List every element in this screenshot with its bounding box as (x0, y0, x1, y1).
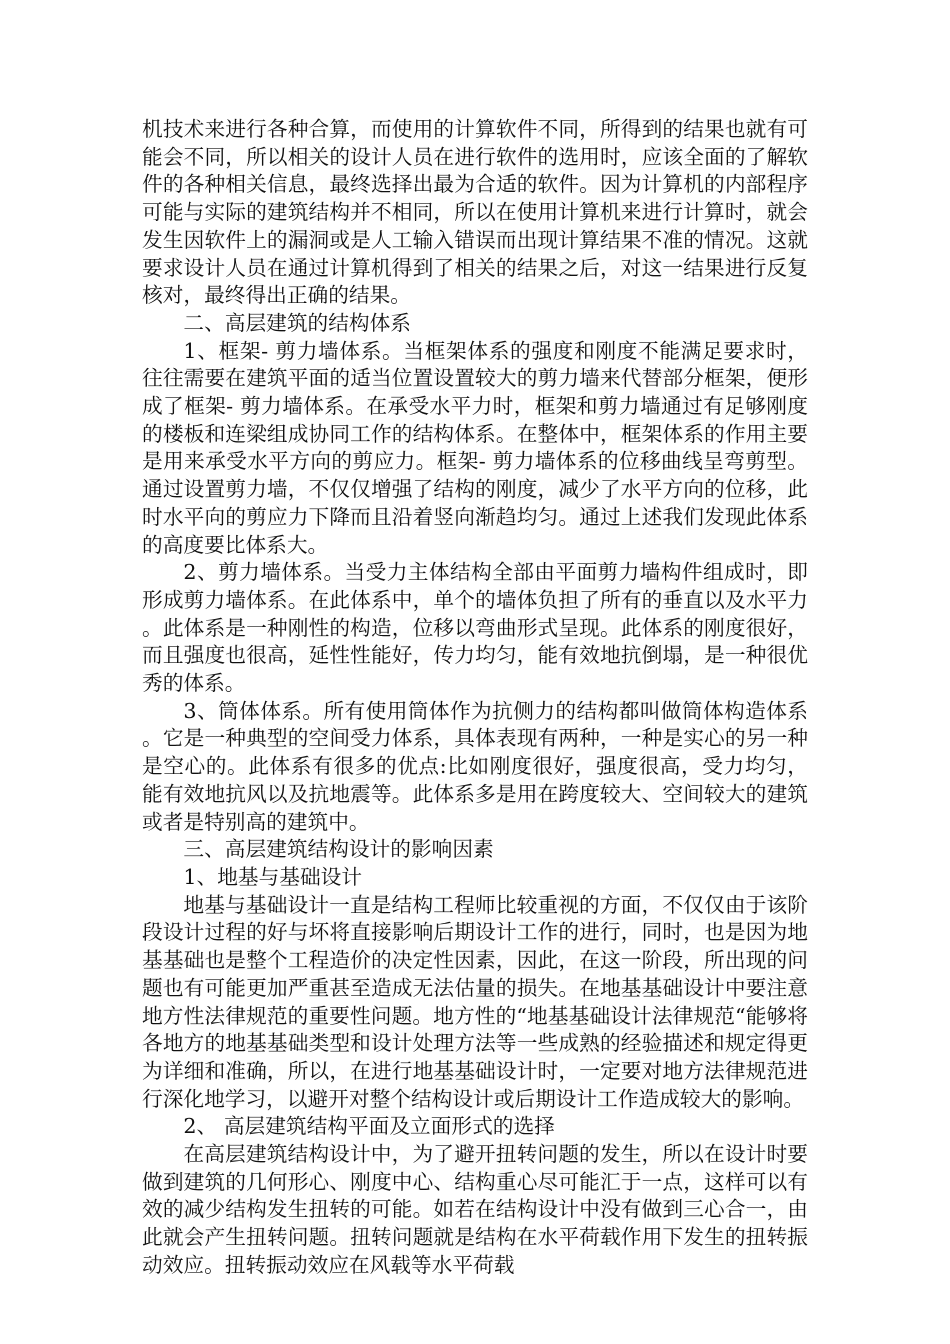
document-page (142, 116, 808, 1280)
paragraph-software-verification: 机技术来进行各种合算，而使用的计算软件不同，所得到的结果也就有可能会不同，所以相关的设计人员在进行软件的选用时，应该全面的了解软件的各种相关信息，最终选择出最为合适的软件。因为计算机的内部程序可能与实际的建筑结构并不相同，所以在使用计算机来进行计算时，就会发生因软件上的漏洞或是人工输入错误而出现计算结果不准的情况。这就要求设计人员在通过计算机得到了相关的结果之后，对这一结果进行反复核对，最终得出正确的结果。 (142, 117, 808, 308)
paragraph-foundation-design: 地基与基础设计一直是结构工程师比较重视的方面，不仅仅由于该阶段设计过程的好与坏将直接影响后期设计工作的进行，同时，也是因为地基基础也是整个工程造价的决定性因素，因此，在这一阶段，所出现的问题也有可能更加严重甚至造成无法估量的损失。在地基基础设计中要注意地方性法律规范的重要性问题。地方性的“地基基础设计法律规范“能够将各地方的地基基础类型和设计处理方法等一些成熟的经验描述和规定得更为详细和准确，所以，在进行地基基础设计时，一定要对地方法律规范进行深化地学习，以避开对整个结构设计或后期设计工作造成较大的影响。 (142, 892, 808, 1111)
subheading-foundation-design: 1、地基与基础设计 (183, 864, 363, 889)
section-heading-structural-systems: 二、高层建筑的结构体系 (183, 310, 411, 335)
paragraph-frame-shear-wall: 1、框架- 剪力墙体系。当框架体系的强度和刚度不能满足要求时，往往需要在建筑平面的适当位置设置较大的剪力墙来代替部分框架，便形成了框架- 剪力墙体系。在承受水平力时，框架和剪力墙通过有足够刚度的楼板和连梁组成协同工作的结构体系。在整体中，框架体系的作用主要是用来承受水平方向的剪应力。框架- 剪力墙体系的位移曲线呈弯剪型。通过设置剪力墙，不仅仅增强了结构的刚度，减少了水平方向的位移，此时水平向的剪应力下降而且沿着竖向渐趋均匀。通过上述我们发现此体系的高度要比体系大。 (142, 338, 808, 557)
paragraph-shear-wall: 2、剪力墙体系。当受力主体结构全部由平面剪力墙构件组成时，即形成剪力墙体系。在此体系中，单个的墙体负担了所有的垂直以及水平力。此体系是一种刚性的构造，位移以弯曲形式呈现。此体系的刚度很好，而且强度也很高，延性性能好，传力均匀，能有效地抗倒塌，是一种很优秀的体系。 (142, 560, 808, 696)
paragraph-tube-system: 3、筒体体系。所有使用筒体作为抗侧力的结构都叫做筒体构造体系。它是一种典型的空间受力体系，具体表现有两种，一种是实心的另一种是空心的。此体系有很多的优点:比如刚度很好，强度很高，受力均匀，能有效地抗风以及抗地震等。此体系多是用在跨度较大、空间较大的建筑或者是特别高的建筑中。 (142, 698, 808, 834)
section-heading-influence-factors: 三、高层建筑结构设计的影响因素 (183, 837, 494, 862)
subheading-plan-elevation: 2、 高层建筑结构平面及立面形式的选择 (183, 1114, 555, 1139)
paragraph-plan-elevation: 在高层建筑结构设计中，为了避开扭转问题的发生，所以在设计时要做到建筑的几何形心、刚度中心、结构重心尽可能汇于一点，这样可以有效的减少结构发生扭转的可能。如若在结构设计中没有做到三心合一，由此就会产生扭转问题。扭转问题就是结构在水平荷载作用下发生的扭转振动效应。扭转振动效应在风载等水平荷载 (142, 1142, 808, 1277)
